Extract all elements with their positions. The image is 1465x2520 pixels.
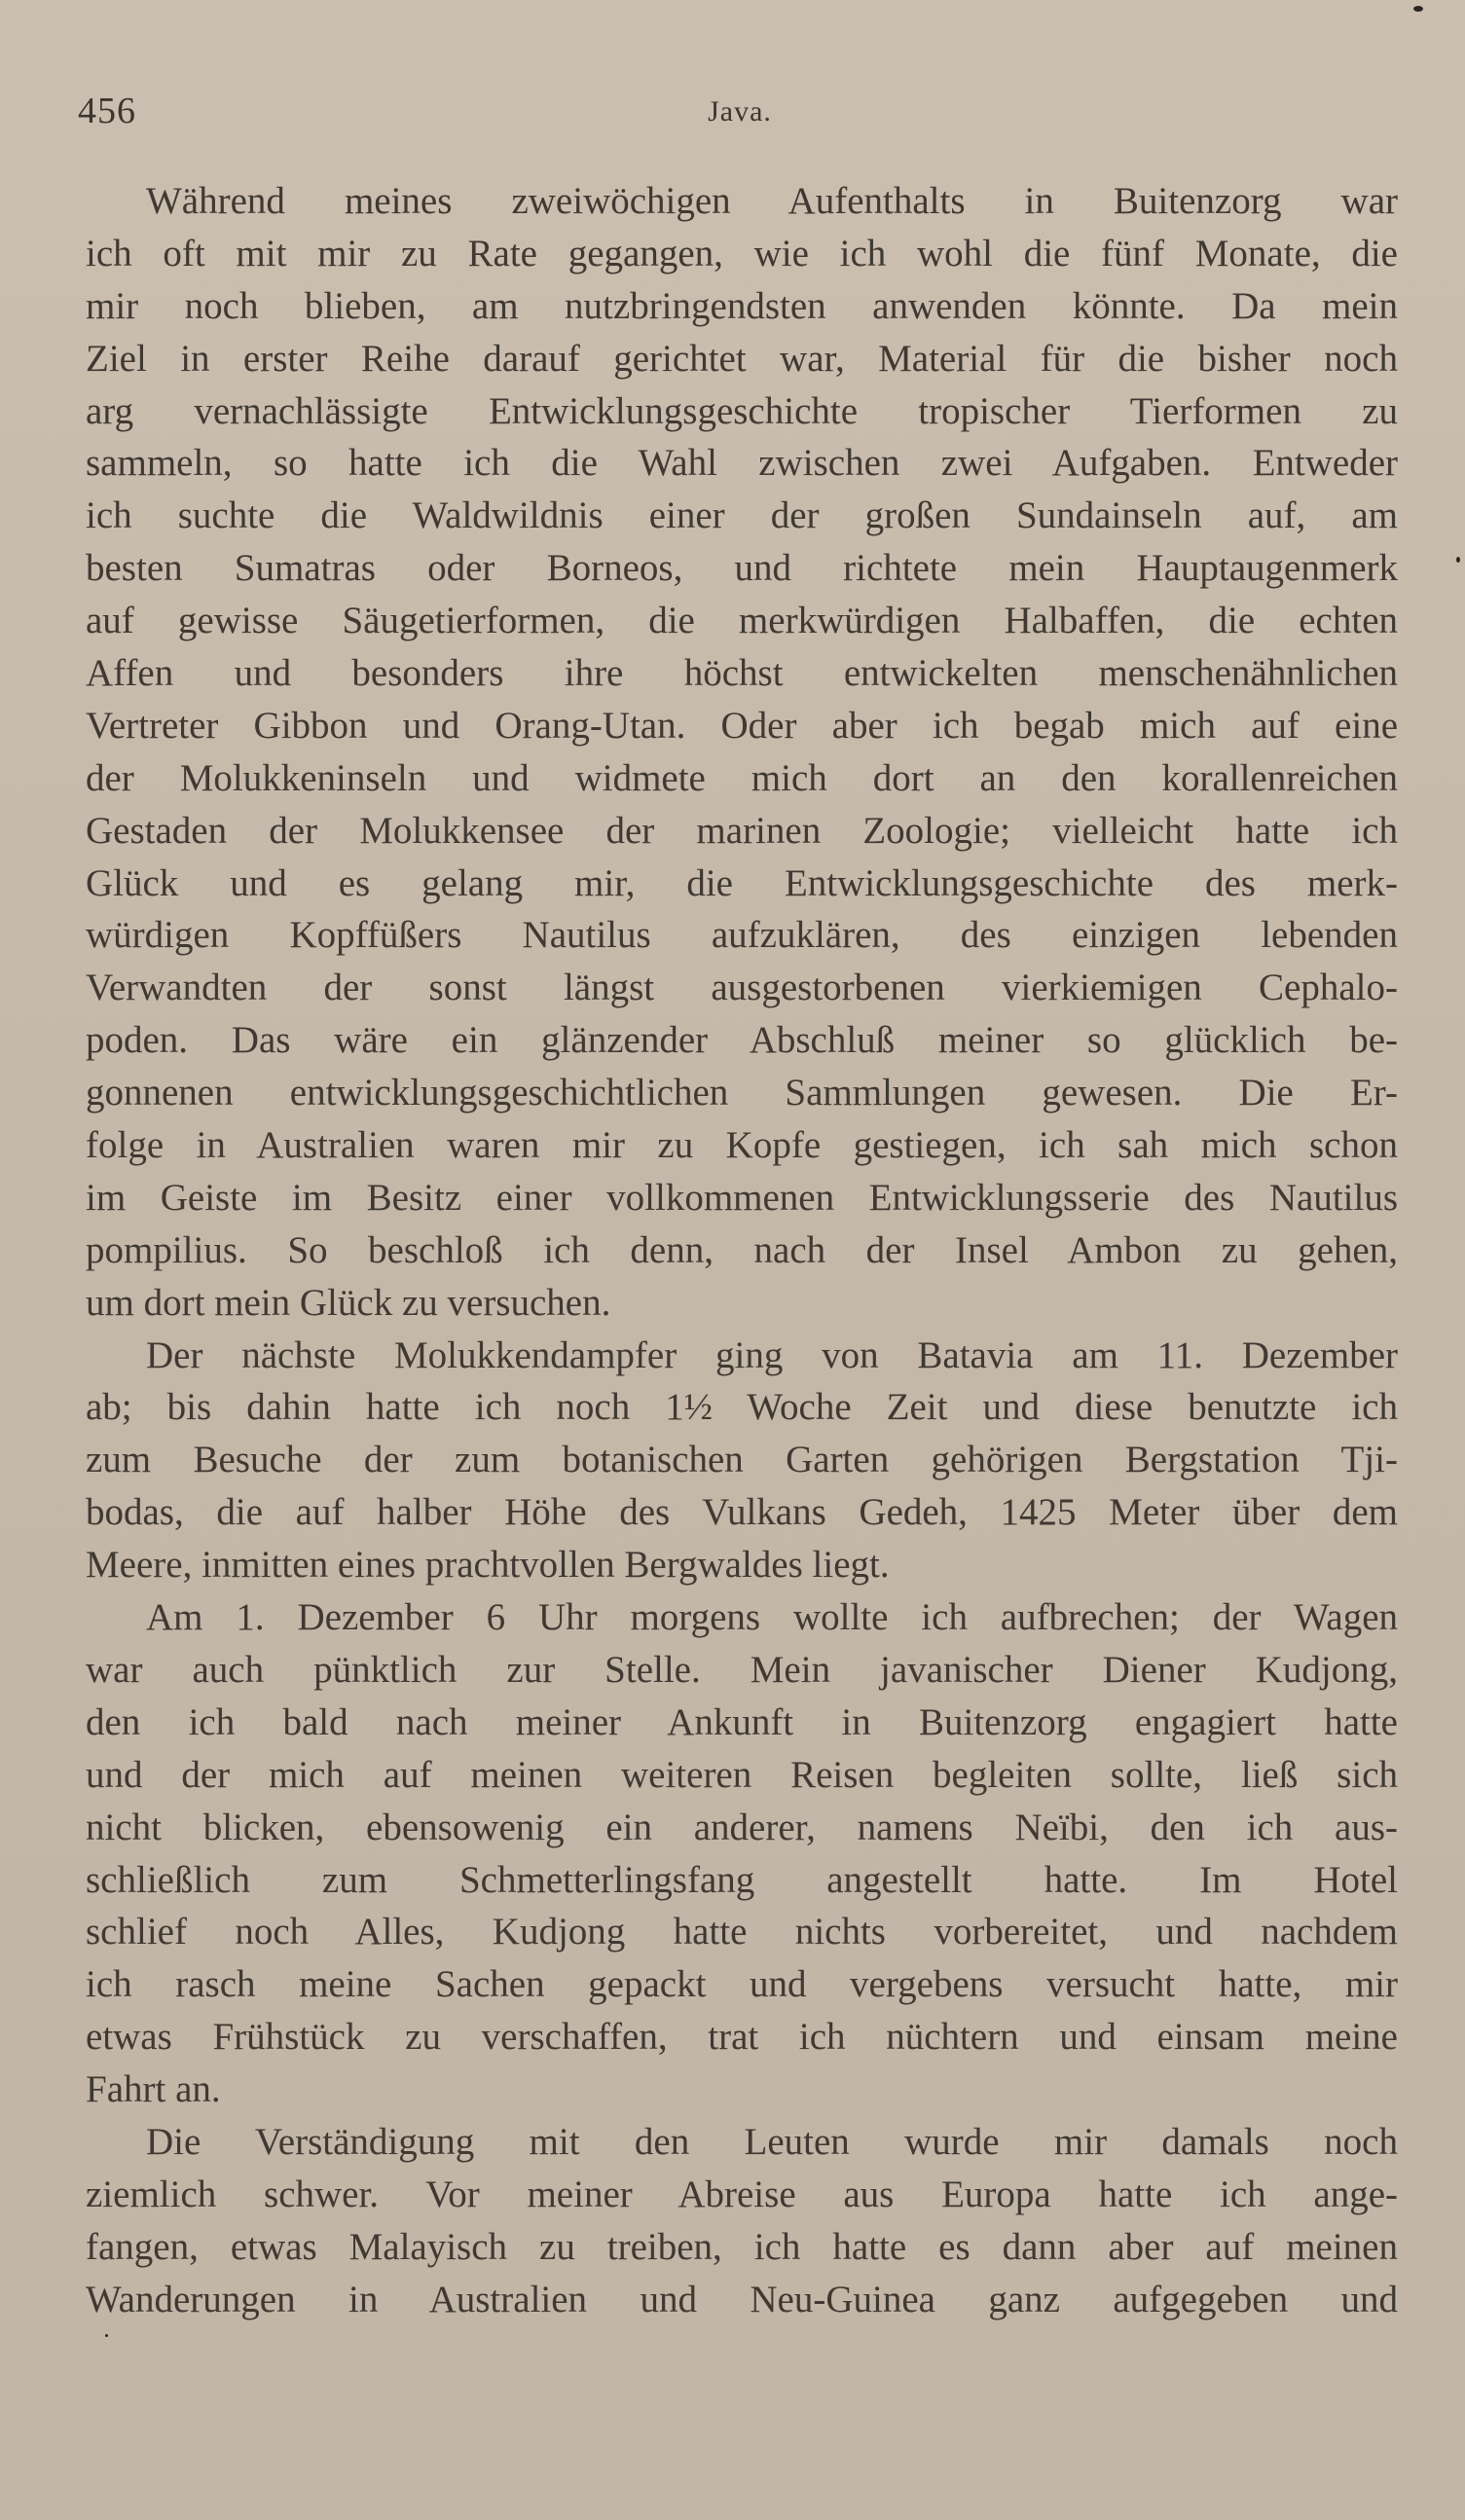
- text-line: Affen und besonders ihre höchst entwickelten menschenähnlichen: [86, 652, 1398, 695]
- text-line: Glück und es gelang mir, die Entwicklungsgeschichte des merk-: [86, 861, 1398, 904]
- text-line: bodas, die auf halber Höhe des Vulkans Gedeh, 1425 Meter über dem: [86, 1491, 1398, 1534]
- text-line: nicht blicken, ebensowenig ein anderer, namens Neïbi, den ich aus-: [86, 1806, 1398, 1848]
- text-line: etwas Frühstück zu verschaffen, trat ich nüchtern und einsam meine: [86, 2016, 1398, 2059]
- text-line: würdigen Kopffüßers Nautilus aufzuklären, des einzigen lebenden: [86, 914, 1398, 957]
- text-line: schlief noch Alles, Kudjong hatte nichts vorbereitet, und nachdem: [86, 1911, 1398, 1954]
- text-line: Meere, inmitten eines prachtvollen Bergwaldes liegt.: [86, 1544, 890, 1587]
- text-line: ziemlich schwer. Vor meiner Abreise aus Europa hatte ich ange-: [86, 2173, 1398, 2215]
- text-line: war auch pünktlich zur Stelle. Mein javanischer Diener Kudjong,: [86, 1648, 1398, 1691]
- text-line: Ziel in erster Reihe darauf gerichtet war, Material für die bisher noch: [86, 337, 1398, 380]
- text-line: Während meines zweiwöchigen Aufenthalts in Buitenzorg war: [146, 180, 1398, 222]
- text-line: mir noch blieben, am nutzbringendsten anwenden könnte. Da mein: [86, 284, 1398, 327]
- text-line: Fahrt an.: [86, 2068, 221, 2111]
- text-line: ich suchte die Waldwildnis einer der großen Sundainseln auf, am: [86, 494, 1398, 537]
- text-line: auf gewisse Säugetierformen, die merkwürdigen Halbaffen, die echten: [86, 600, 1398, 642]
- page-number: 456: [78, 91, 136, 131]
- text-line: besten Sumatras oder Borneos, und richtete mein Hauptaugenmerk: [86, 547, 1398, 590]
- text-line: Vertreter Gibbon und Orang-Utan. Oder aber ich begab mich auf eine: [86, 704, 1398, 747]
- text-line: im Geiste im Besitz einer vollkommenen Entwicklungsserie des Nautilus: [86, 1176, 1398, 1219]
- text-line: Verwandten der sonst längst ausgestorbenen vierkiemigen Cephalo-: [86, 967, 1398, 1009]
- text-line: ich oft mit mir zu Rate gegangen, wie ich wohl die fünf Monate, die: [86, 232, 1398, 274]
- text-line: arg vernachlässigte Entwicklungsgeschichte tropischer Tierformen zu: [86, 389, 1398, 432]
- text-line: sammeln, so hatte ich die Wahl zwischen zwei Aufgaben. Entweder: [86, 442, 1398, 485]
- text-line: den ich bald nach meiner Ankunft in Buitenzorg engagiert hatte: [86, 1700, 1398, 1743]
- text-line: ab; bis dahin hatte ich noch 1½ Woche Zeit und diese benutzte ich: [86, 1386, 1398, 1429]
- text-line: gonnenen entwicklungsgeschichtlichen Sammlungen gewesen. Die Er-: [86, 1072, 1398, 1114]
- text-line: Am 1. Dezember 6 Uhr morgens wollte ich aufbrechen; der Wagen: [146, 1596, 1398, 1639]
- running-head: Java.: [708, 95, 772, 128]
- text-line: folge in Australien waren mir zu Kopfe gestiegen, ich sah mich schon: [86, 1124, 1398, 1167]
- text-line: ich rasch meine Sachen gepackt und vergebens versucht hatte, mir: [86, 1963, 1398, 2006]
- text-line: Wanderungen in Australien und Neu-Guinea ganz aufgegeben und: [86, 2278, 1398, 2320]
- text-line: Der nächste Molukkendampfer ging von Batavia am 11. Dezember: [146, 1333, 1398, 1376]
- page-header: [78, 90, 1402, 144]
- text-line: Gestaden der Molukkensee der marinen Zoologie; vielleicht hatte ich: [86, 809, 1398, 852]
- text-line: poden. Das wäre ein glänzender Abschluß meiner so glücklich be-: [86, 1019, 1398, 1062]
- ink-speck: [1456, 557, 1460, 563]
- body-text: [86, 175, 1398, 2326]
- ink-speck: [105, 2334, 108, 2337]
- text-line: und der mich auf meinen weiteren Reisen begleiten sollte, ließ sich: [86, 1753, 1398, 1796]
- text-line: zum Besuche der zum botanischen Garten gehörigen Bergstation Tji-: [86, 1439, 1398, 1481]
- text-line: pompilius. So beschloß ich denn, nach der Insel Ambon zu gehen,: [86, 1228, 1398, 1271]
- ink-speck: [1413, 6, 1423, 12]
- text-line: Die Verständigung mit den Leuten wurde mir damals noch: [146, 2120, 1398, 2163]
- text-line: um dort mein Glück zu versuchen.: [86, 1281, 611, 1324]
- text-line: der Molukkeninseln und widmete mich dort an den korallenreichen: [86, 756, 1398, 799]
- text-line: fangen, etwas Malayisch zu treiben, ich hatte es dann aber auf meinen: [86, 2225, 1398, 2268]
- text-line: schließlich zum Schmetterlingsfang angestellt hatte. Im Hotel: [86, 1858, 1398, 1901]
